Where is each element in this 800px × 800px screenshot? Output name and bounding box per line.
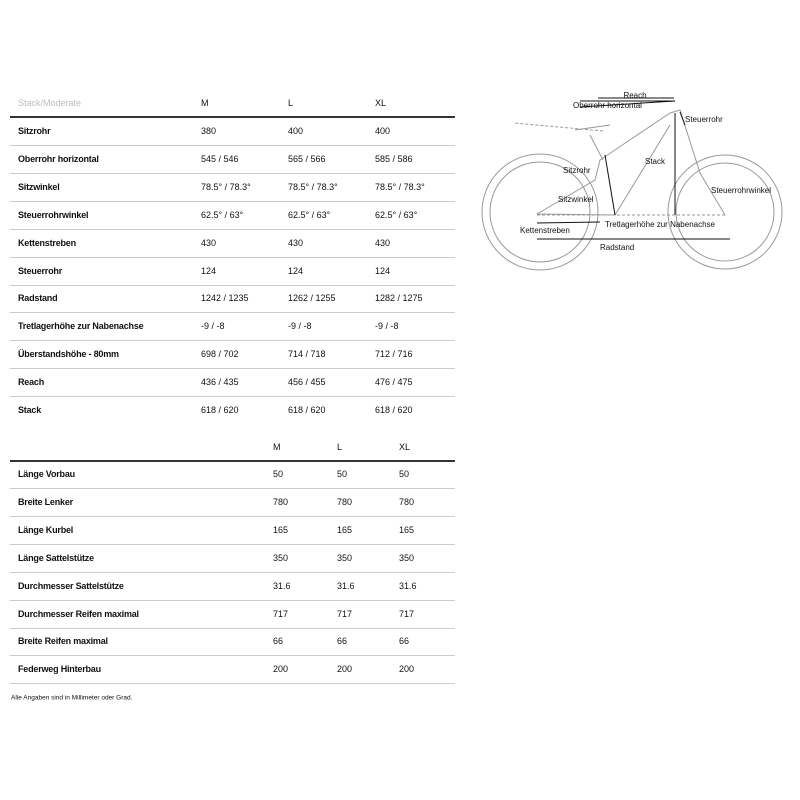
row-divider xyxy=(10,488,455,489)
cell-value: 31.6 xyxy=(337,580,355,591)
footnote: Alle Angaben sind in Millimeter oder Grad. xyxy=(11,694,133,702)
row-divider xyxy=(10,396,455,397)
row-label: Durchmesser Sattelstütze xyxy=(18,580,124,591)
cell-value: 31.6 xyxy=(399,580,417,591)
size-header: M xyxy=(201,98,209,108)
row-label: Reach xyxy=(18,377,45,388)
label-sitzrohr: Sitzrohr xyxy=(563,166,591,175)
cell-value: 1242 / 1235 xyxy=(201,293,249,304)
cell-value: 66 xyxy=(273,636,284,647)
cell-value: 456 / 455 xyxy=(288,377,326,388)
row-divider xyxy=(10,628,455,629)
cell-value: 124 xyxy=(201,265,217,276)
label-sitzwinkel: Sitzwinkel xyxy=(558,195,594,204)
row-divider xyxy=(10,257,455,258)
cell-value: 712 / 716 xyxy=(375,349,413,360)
cell-value: 780 xyxy=(399,496,415,507)
table-title: Stack/Moderate xyxy=(18,98,82,108)
row-label: Federweg Hinterbau xyxy=(18,664,101,675)
cell-value: 62.5° / 63° xyxy=(375,209,418,220)
cell-value: 545 / 546 xyxy=(201,153,239,164)
row-label: Länge Kurbel xyxy=(18,524,74,535)
cell-value: 476 / 475 xyxy=(375,377,413,388)
cell-value: 430 xyxy=(375,237,391,248)
cell-value: 1282 / 1275 xyxy=(375,293,423,304)
row-divider xyxy=(10,340,455,341)
cell-value: 200 xyxy=(273,664,289,675)
label-oberrohr: Oberrohr horizontal xyxy=(573,101,642,110)
cell-value: 717 xyxy=(273,608,289,619)
row-divider xyxy=(10,173,455,174)
row-divider xyxy=(10,116,455,118)
cell-value: 200 xyxy=(337,664,353,675)
size-header: XL xyxy=(399,442,411,452)
cell-value: 430 xyxy=(201,237,217,248)
size-header: L xyxy=(288,98,294,108)
row-label: Oberrohr horizontal xyxy=(18,153,99,164)
row-label: Tretlagerhöhe zur Nabenachse xyxy=(18,321,144,332)
cell-value: 165 xyxy=(273,524,289,535)
size-header: XL xyxy=(375,98,387,108)
row-label: Stack xyxy=(18,405,42,415)
cell-value: 1262 / 1255 xyxy=(288,293,336,304)
size-header: M xyxy=(273,442,281,452)
label-radstand: Radstand xyxy=(600,243,635,252)
cell-value: 698 / 702 xyxy=(201,349,239,360)
row-divider xyxy=(10,655,455,656)
cell-value: 714 / 718 xyxy=(288,349,326,360)
cell-value: 200 xyxy=(399,664,415,675)
cell-value: 165 xyxy=(399,524,415,535)
label-stack: Stack xyxy=(645,157,666,166)
cell-value: 50 xyxy=(337,469,348,479)
row-divider xyxy=(10,145,455,146)
row-divider xyxy=(10,368,455,369)
row-label: Breite Lenker xyxy=(18,496,73,507)
row-divider xyxy=(10,683,455,684)
cell-value: 350 xyxy=(273,552,289,563)
cell-value: 78.5° / 78.3° xyxy=(201,181,251,192)
cell-value: 618 / 620 xyxy=(375,405,413,415)
cell-value: 717 xyxy=(337,608,353,619)
row-label: Überstandshöhe - 80mm xyxy=(18,349,119,360)
label-steuerrohrwinkel: Steuerrohrwinkel xyxy=(711,186,772,195)
cell-value: 50 xyxy=(273,469,284,479)
row-divider xyxy=(10,516,455,517)
row-divider xyxy=(10,544,455,545)
cell-value: 585 / 586 xyxy=(375,153,413,164)
bike-geometry-diagram xyxy=(475,85,785,275)
row-label: Steuerrohrwinkel xyxy=(18,209,89,220)
cell-value: 165 xyxy=(337,524,353,535)
row-label: Radstand xyxy=(18,293,58,304)
cell-value: 66 xyxy=(399,636,410,647)
cell-value: 50 xyxy=(399,469,410,479)
cell-value: 565 / 566 xyxy=(288,153,326,164)
cell-value: 31.6 xyxy=(273,580,291,591)
row-label: Durchmesser Reifen maximal xyxy=(18,608,139,619)
row-label: Kettenstreben xyxy=(18,237,76,248)
row-divider xyxy=(10,460,455,462)
row-divider xyxy=(10,572,455,573)
cell-value: 780 xyxy=(273,496,289,507)
row-label: Breite Reifen maximal xyxy=(18,636,108,647)
row-divider xyxy=(10,312,455,313)
row-label: Länge Sattelstütze xyxy=(18,552,94,563)
cell-value: 400 xyxy=(288,126,304,136)
cell-value: 430 xyxy=(288,237,304,248)
cell-value: 400 xyxy=(375,126,391,136)
row-label: Steuerrohr xyxy=(18,265,63,276)
label-tretlager: Tretlagerhöhe zur Nabenachse xyxy=(605,220,715,229)
cell-value: 618 / 620 xyxy=(288,405,326,415)
label-steuerrohr: Steuerrohr xyxy=(685,115,723,124)
row-divider xyxy=(10,600,455,601)
cell-value: 436 / 435 xyxy=(201,377,239,388)
cell-value: 380 xyxy=(201,126,217,136)
row-label: Sitzrohr xyxy=(18,126,51,136)
cell-value: 350 xyxy=(337,552,353,563)
cell-value: -9 / -8 xyxy=(375,321,399,332)
front-wheel xyxy=(668,155,782,269)
cell-value: 618 / 620 xyxy=(201,405,239,415)
cell-value: 78.5° / 78.3° xyxy=(288,181,338,192)
row-label: Länge Vorbau xyxy=(18,469,75,479)
cell-value: 717 xyxy=(399,608,415,619)
row-label: Sitzwinkel xyxy=(18,181,60,192)
label-reach: Reach xyxy=(623,91,647,100)
cell-value: 124 xyxy=(288,265,304,276)
row-divider xyxy=(10,201,455,202)
size-header: L xyxy=(337,442,343,452)
cell-value: 78.5° / 78.3° xyxy=(375,181,425,192)
row-divider xyxy=(10,285,455,286)
cell-value: 780 xyxy=(337,496,353,507)
cell-value: -9 / -8 xyxy=(201,321,225,332)
cell-value: 124 xyxy=(375,265,391,276)
row-divider xyxy=(10,229,455,230)
cell-value: -9 / -8 xyxy=(288,321,312,332)
label-kettenstreben: Kettenstreben xyxy=(520,226,570,235)
cell-value: 66 xyxy=(337,636,348,647)
cell-value: 62.5° / 63° xyxy=(288,209,331,220)
cell-value: 350 xyxy=(399,552,415,563)
cell-value: 62.5° / 63° xyxy=(201,209,244,220)
